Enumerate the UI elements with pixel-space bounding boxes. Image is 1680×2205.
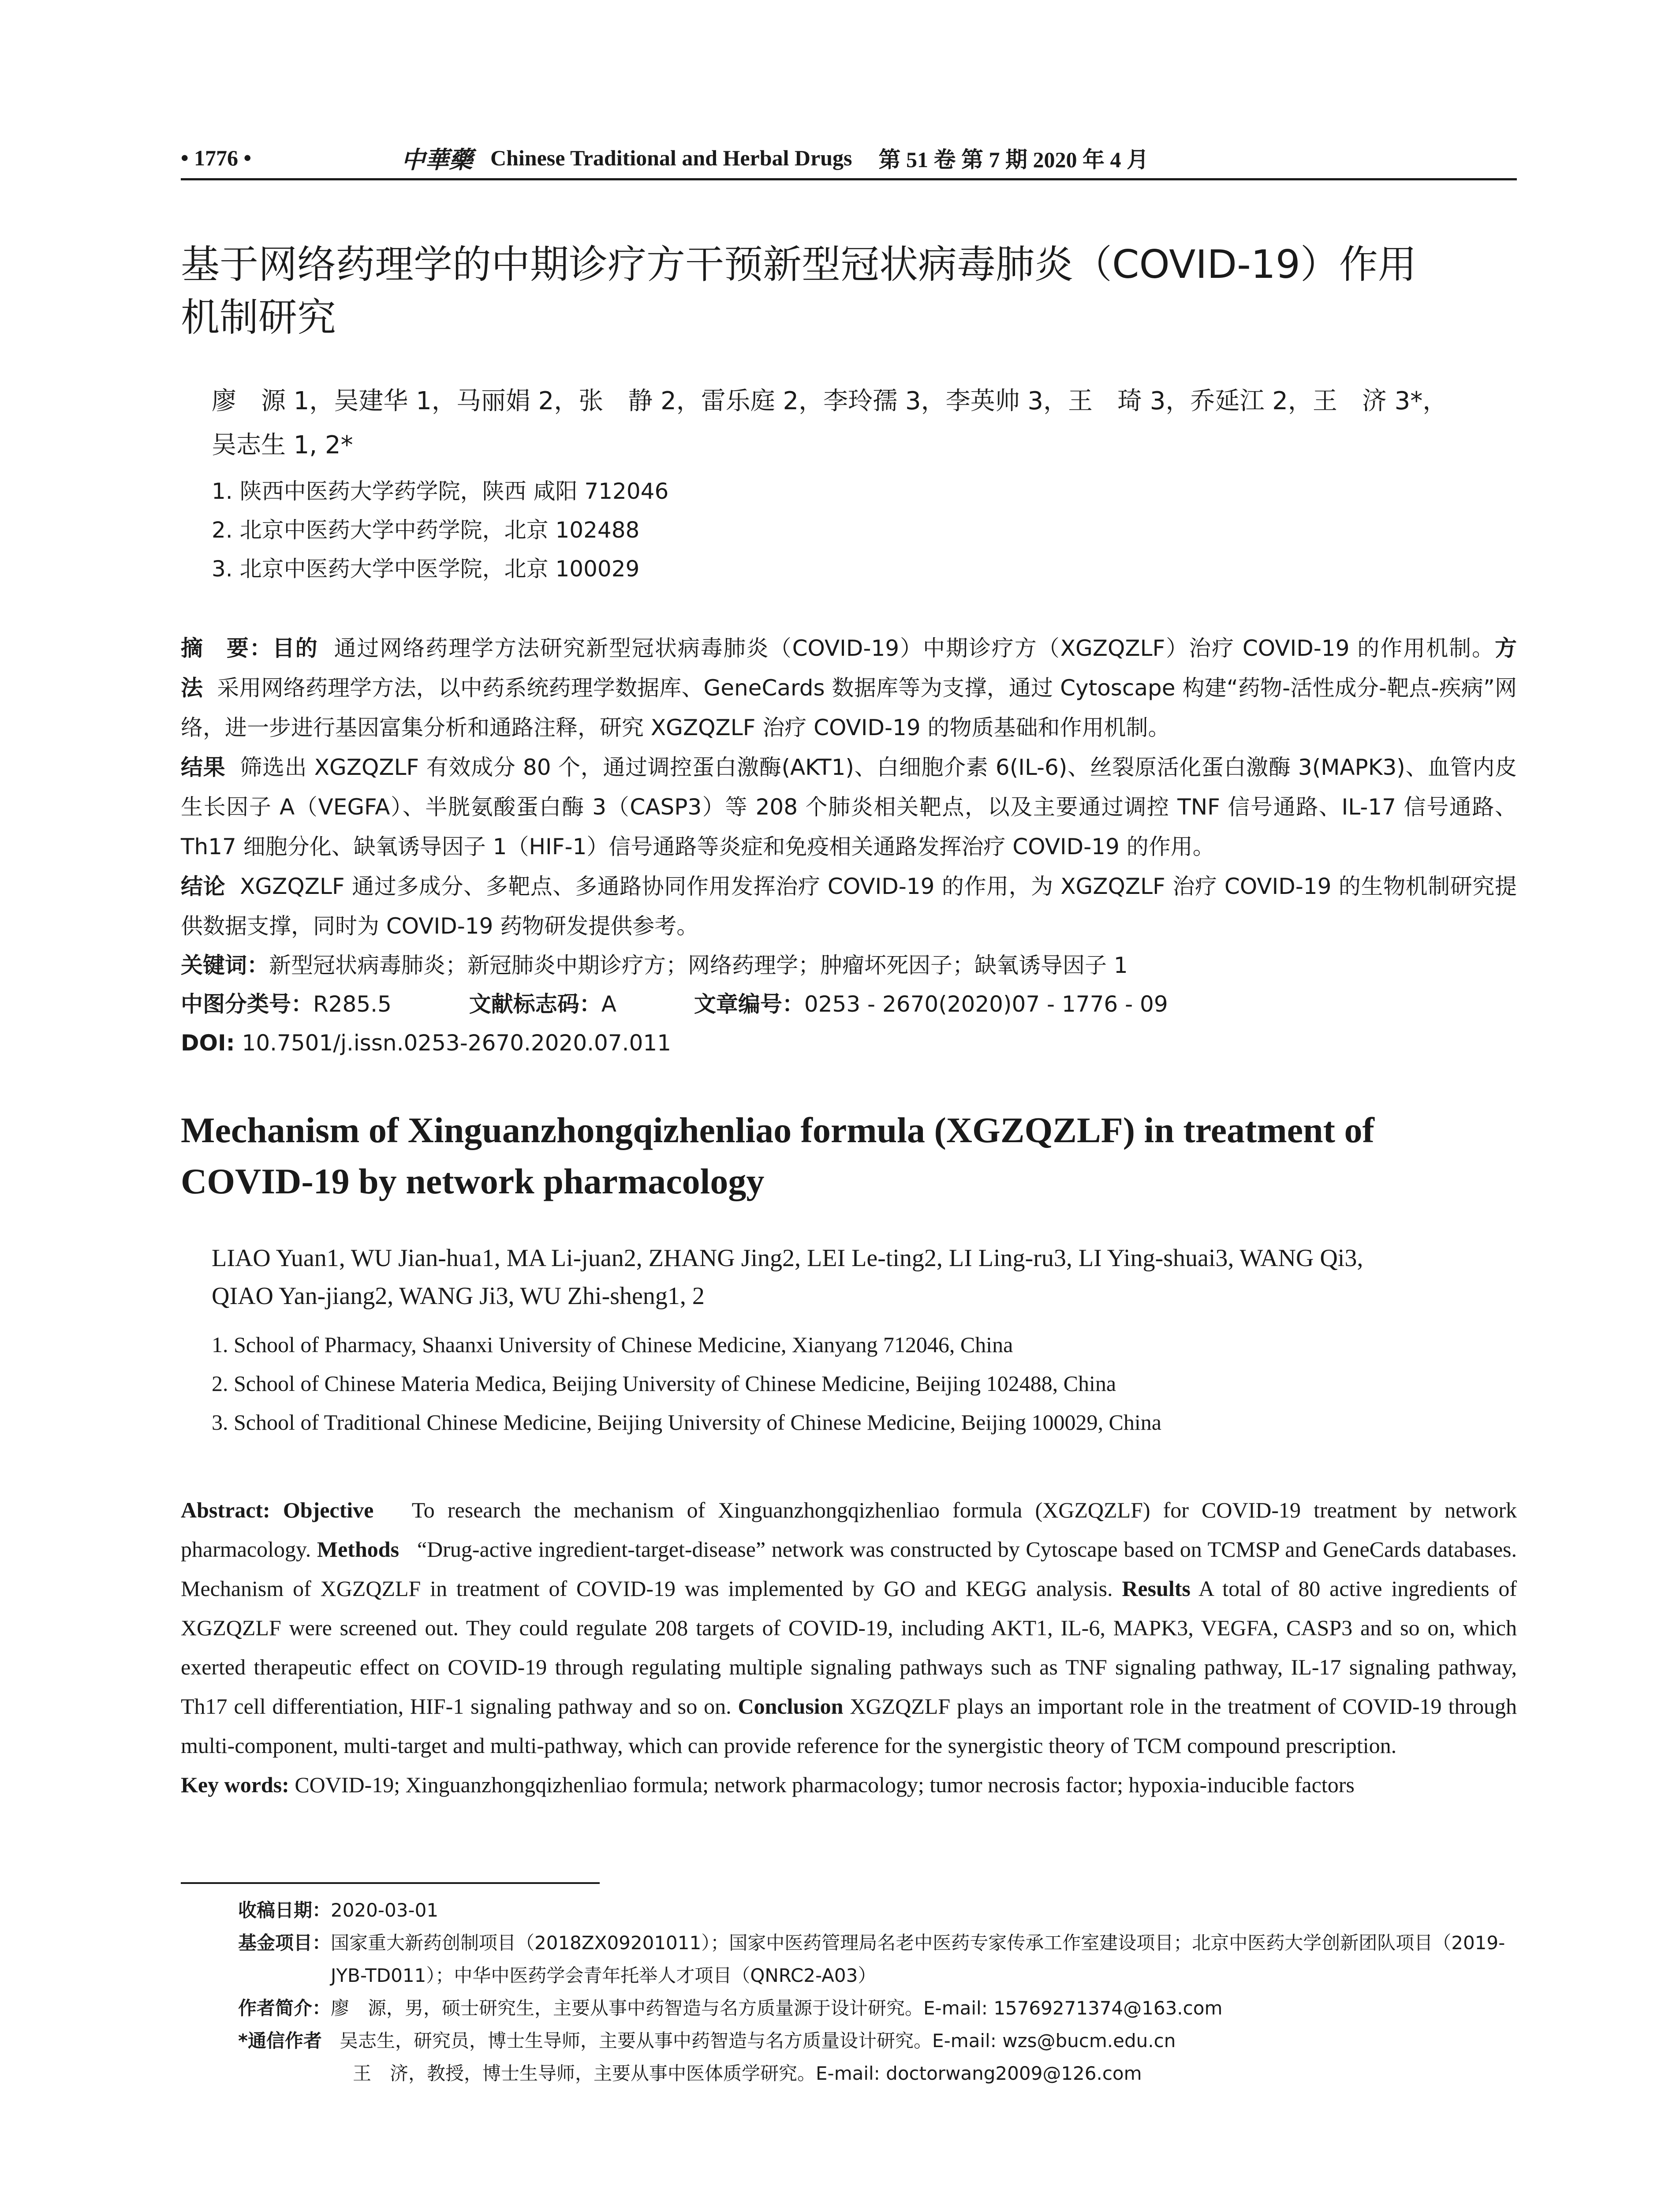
fund-label: 基金项目：: [238, 1932, 331, 1954]
keywords-text: COVID-19; Xinguanzhongqizhenliao formula; network pharmacology; tumor necrosis factor; hypoxia-inducible factors: [295, 1772, 1355, 1797]
footnote-rule: [181, 1882, 600, 1884]
author-line: QIAO Yan-jiang2, WANG Ji3, WU Zhi-sheng1, 2: [212, 1282, 705, 1310]
objective-label: 目的: [272, 635, 318, 661]
chinese-title-line: 基于网络药理学的中期诊疗方干预新型冠状病毒肺炎（COVID-19）作用: [181, 242, 1417, 287]
conclusion-text: XGZQZLF 通过多成分、多靶点、多通路协同作用发挥治疗 COVID-19 的作用，为 XGZQZLF 治疗 COVID-19 的生物机制研究提供数据支撑，同时为 COVID-19 药物研发提供参考。: [181, 874, 1517, 939]
results-label: Results: [1122, 1576, 1191, 1601]
corresponding-author-2: 王 济，教授，博士生导师，主要从事中医体质学研究。E-mail: doctorwang2009@126.com: [353, 2063, 1142, 2084]
methods-label: 方法: [181, 635, 1517, 701]
affiliation-item: 1. School of Pharmacy, Shaanxi University of Chinese Medicine, Xianyang 712046, China: [212, 1332, 1013, 1357]
article-number-label: 文章编号：: [694, 991, 804, 1017]
keywords-label: Key words:: [181, 1772, 289, 1797]
english-title-line: COVID-19 by network pharmacology: [181, 1161, 765, 1201]
keywords-text: 新型冠状病毒肺炎；新冠肺炎中期诊疗方；网络药理学；肿瘤坏死因子；缺氧诱导因子 1: [269, 953, 1128, 978]
affiliation-item: 3. School of Traditional Chinese Medicine, Beijing University of Chinese Medicine, Beijing 100029, China: [212, 1410, 1161, 1435]
fund-text: 国家重大新药创制项目（2018ZX09201011）；国家中医药管理局名老中医药专家传承工作室建设项目；北京中医药大学创新团队项目（2019-JYB-TD011）；中华中医药学会青年托举人才项目（QNRC2-A03）: [331, 1932, 1505, 1986]
objective-text: 通过网络药理学方法研究新型冠状病毒肺炎（COVID-19）中期诊疗方（XGZQZLF）治疗 COVID-19 的作用机制。: [334, 635, 1495, 661]
doi-value[interactable]: 10.7501/j.issn.0253-2670.2020.07.011: [242, 1030, 672, 1056]
doi-label: DOI:: [181, 1030, 235, 1056]
results-text: A total of 80 active ingredients of XGZQZLF were screened out. They could regulate 208 targets of COVID-19, including AKT1, IL-6, MAPK3, VEGFA, CASP3 and so on, which exerted therapeutic effect on COVID-19 through regulating multiple signaling pathways such as TNF signaling pathway, IL-17 signaling pathway, Th17 cell differentiation, HIF-1 signaling pathway and so on.: [181, 1576, 1517, 1719]
results-text: 筛选出 XGZQZLF 有效成分 80 个，通过调控蛋白激酶(AKT1)、白细胞介素 6(IL-6)、丝裂原活化蛋白激酶 3(MAPK3)、血管内皮生长因子 A（VEGFA）、半胱氨酸蛋白酶 3（CASP3）等 208 个肺炎相关靶点，以及主要通过调控 TNF 信号通路、IL-17 信号通路、Th17 细胞分化、缺氧诱导因子 1（HIF-1）信号通路等炎症和免疫相关通路发挥治疗 COVID-19 的作用。: [181, 755, 1517, 860]
author-line: 廖 源 1，吴建华 1，马丽娟 2，张 静 2，雷乐庭 2，李玲孺 3，李英帅 3，王 琦 3，乔延江 2，王 济 3*，: [212, 387, 1448, 415]
abstract-label: 摘 要：: [181, 635, 273, 661]
objective-text: To research the mechanism of Xinguanzhongqizhenliao formula (XGZQZLF) for COVID-19 treatment by network pharmacology.: [181, 1498, 1517, 1562]
author-bio-label: 作者简介：: [238, 1997, 331, 2019]
chinese-authors: [212, 379, 1517, 467]
chinese-title-line: 机制研究: [181, 295, 336, 340]
chinese-metadata: [181, 946, 1517, 1062]
author-line: 吴志生 1, 2*: [212, 431, 353, 460]
chinese-title: [181, 238, 1517, 344]
english-authors: [212, 1239, 1517, 1315]
received-label: 收稿日期：: [238, 1899, 331, 1921]
keywords-label: 关键词：: [181, 953, 269, 978]
conclusion-label: Conclusion: [738, 1694, 844, 1719]
article-number-value: 0253 - 2670(2020)07 - 1776 - 09: [804, 991, 1168, 1017]
results-label: 结果: [181, 755, 226, 780]
journal-name: Chinese Traditional and Herbal Drugs: [490, 146, 852, 170]
header-rule: [181, 178, 1517, 180]
author-bio-text: 廖 源，男，硕士研究生，主要从事中药智造与名方质量源于设计研究。E-mail: 15769271374@163.com: [331, 1997, 1223, 2019]
journal-logo-text: 中華藥: [401, 146, 473, 173]
conclusion-text: XGZQZLF plays an important role in the treatment of COVID-19 through multi-component, multi-target and multi-pathway, which can provide reference for the synergistic theory of TCM compound prescription.: [181, 1694, 1517, 1758]
affiliation-item: 2. 北京中医药大学中药学院，北京 102488: [212, 517, 640, 543]
clc-value: R285.5: [313, 991, 392, 1017]
corresponding-label: *通信作者: [238, 2030, 322, 2052]
doccode-value: A: [601, 991, 617, 1017]
corresponding-author-1: 吴志生，研究员，博士生导师，主要从事中药智造与名方质量设计研究。E-mail: wzs@bucm.edu.cn: [340, 2030, 1176, 2052]
author-line: LIAO Yuan1, WU Jian-hua1, MA Li-juan2, ZHANG Jing2, LEI Le-ting2, LI Ling-ru3, LI Ying-shuai3, WANG Qi3,: [212, 1245, 1363, 1272]
english-title: [181, 1105, 1517, 1207]
english-title-line: Mechanism of Xinguanzhongqizhenliao formula (XGZQZLF) in treatment of: [181, 1110, 1374, 1150]
methods-text: 采用网络药理学方法，以中药系统药理学数据库、GeneCards 数据库等为支撑，通过 Cytoscape 构建“药物-活性成分-靶点-疾病”网络，进一步进行基因富集分析和通路注释，研究 XGZQZLF 治疗 COVID-19 的物质基础和作用机制。: [181, 675, 1517, 740]
chinese-affiliations: [212, 472, 1490, 588]
english-affiliations: [212, 1325, 1490, 1442]
english-abstract: [181, 1491, 1517, 1805]
objective-label: Objective: [283, 1498, 374, 1522]
affiliation-item: 3. 北京中医药大学中医学院，北京 100029: [212, 556, 640, 582]
chinese-abstract: [181, 628, 1517, 946]
footnotes: [238, 1894, 1517, 2090]
methods-text: “Drug-active ingredient-target-disease” network was constructed by Cytoscape based on TCMSP and GeneCards databases. Mechanism of XGZQZLF in treatment of COVID-19 was implemented by GO and KEGG analysis.: [181, 1537, 1517, 1601]
methods-label: Methods: [317, 1537, 399, 1562]
affiliation-item: 2. School of Chinese Materia Medica, Beijing University of Chinese Medicine, Beijing 102488, China: [212, 1371, 1116, 1396]
journal-issue: 第 51 卷 第 7 期 2020 年 4 月: [878, 147, 1149, 172]
clc-label: 中图分类号：: [181, 991, 313, 1017]
page-number: • 1776 •: [181, 146, 252, 170]
doccode-label: 文献标志码：: [469, 991, 601, 1017]
received-date: 2020-03-01: [331, 1899, 439, 1921]
affiliation-item: 1. 陕西中医药大学药学院，陕西 咸阳 712046: [212, 478, 669, 504]
conclusion-label: 结论: [181, 874, 226, 899]
running-header: [181, 140, 1517, 176]
abstract-label: Abstract:: [181, 1498, 270, 1522]
